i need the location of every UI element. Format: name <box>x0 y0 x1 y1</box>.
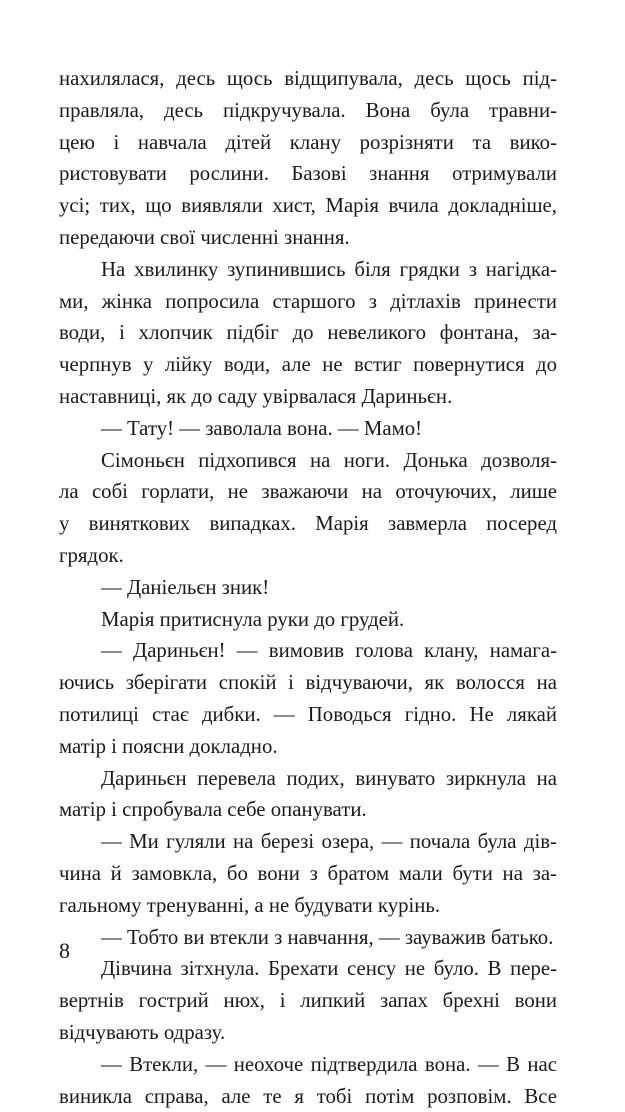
text-line: матір і спробувала себе опанувати. <box>59 794 557 826</box>
text-line: вертнів гострий нюх, і липкий запах брехні вони <box>59 985 557 1017</box>
text-line: ла собі горлати, не зважаючи на оточуючих, лише <box>59 476 557 508</box>
text-line: цею і навчала дітей клану розрізняти та вико- <box>59 127 557 159</box>
page-number: 8 <box>59 938 70 964</box>
text-line: Сімоньєн підхопився на ноги. Донька дозволя- <box>59 445 557 477</box>
text-line: у виняткових випадках. Марія завмерла посеред <box>59 508 557 540</box>
text-line: — Тобто ви втекли з навчання, — зауважив батько. <box>59 922 557 954</box>
text-line: Дівчина зітхнула. Брехати сенсу не було. В пере- <box>59 953 557 985</box>
text-line: ми, жінка попросила старшого з дітлахів принести <box>59 286 557 318</box>
text-line: гальному тренуванні, а не будувати курінь. <box>59 890 557 922</box>
text-line: усі; тих, що виявляли хист, Марія вчила докладніше, <box>59 190 557 222</box>
text-line: — Дариньєн! — вимовив голова клану, намага- <box>59 635 557 667</box>
text-line: ючись зберігати спокій і відчуваючи, як волосся на <box>59 667 557 699</box>
text-line: — Даніельєн зник! <box>59 572 557 604</box>
text-line: виникла справа, але те я тобі потім розповім. Все <box>59 1081 557 1112</box>
text-line: ристовувати рослини. Базові знання отримували <box>59 158 557 190</box>
text-line: Марія притиснула руки до грудей. <box>59 604 557 636</box>
text-line: правляла, десь підкручувала. Вона була травни- <box>59 95 557 127</box>
text-line: черпнув у лійку води, але не встиг повернутися до <box>59 349 557 381</box>
text-line: потилиці стає дибки. — Поводься гідно. Не лякай <box>59 699 557 731</box>
text-line: — Тату! — заволала вона. — Мамо! <box>59 413 557 445</box>
text-line: води, і хлопчик підбіг до невеликого фонтана, за- <box>59 317 557 349</box>
text-line: грядок. <box>59 540 557 572</box>
text-line: передаючи свої численні знання. <box>59 222 557 254</box>
text-line: На хвилинку зупинившись біля грядки з нагідка- <box>59 254 557 286</box>
text-line: наставниці, як до саду увірвалася Дариньєн. <box>59 381 557 413</box>
text-line: — Ми гуляли на березі озера, — почала була дів- <box>59 826 557 858</box>
text-line: чина й замовкла, бо вони з братом мали бути на за- <box>59 858 557 890</box>
text-line: Дариньєн перевела подих, винувато зиркнула на <box>59 763 557 795</box>
text-line: матір і поясни докладно. <box>59 731 557 763</box>
text-line: відчувають одразу. <box>59 1017 557 1049</box>
body-text <box>59 63 557 1112</box>
text-line: — Втекли, — неохоче підтвердила вона. — В нас <box>59 1049 557 1081</box>
text-line: нахилялася, десь щось відщипувала, десь щось під- <box>59 63 557 95</box>
